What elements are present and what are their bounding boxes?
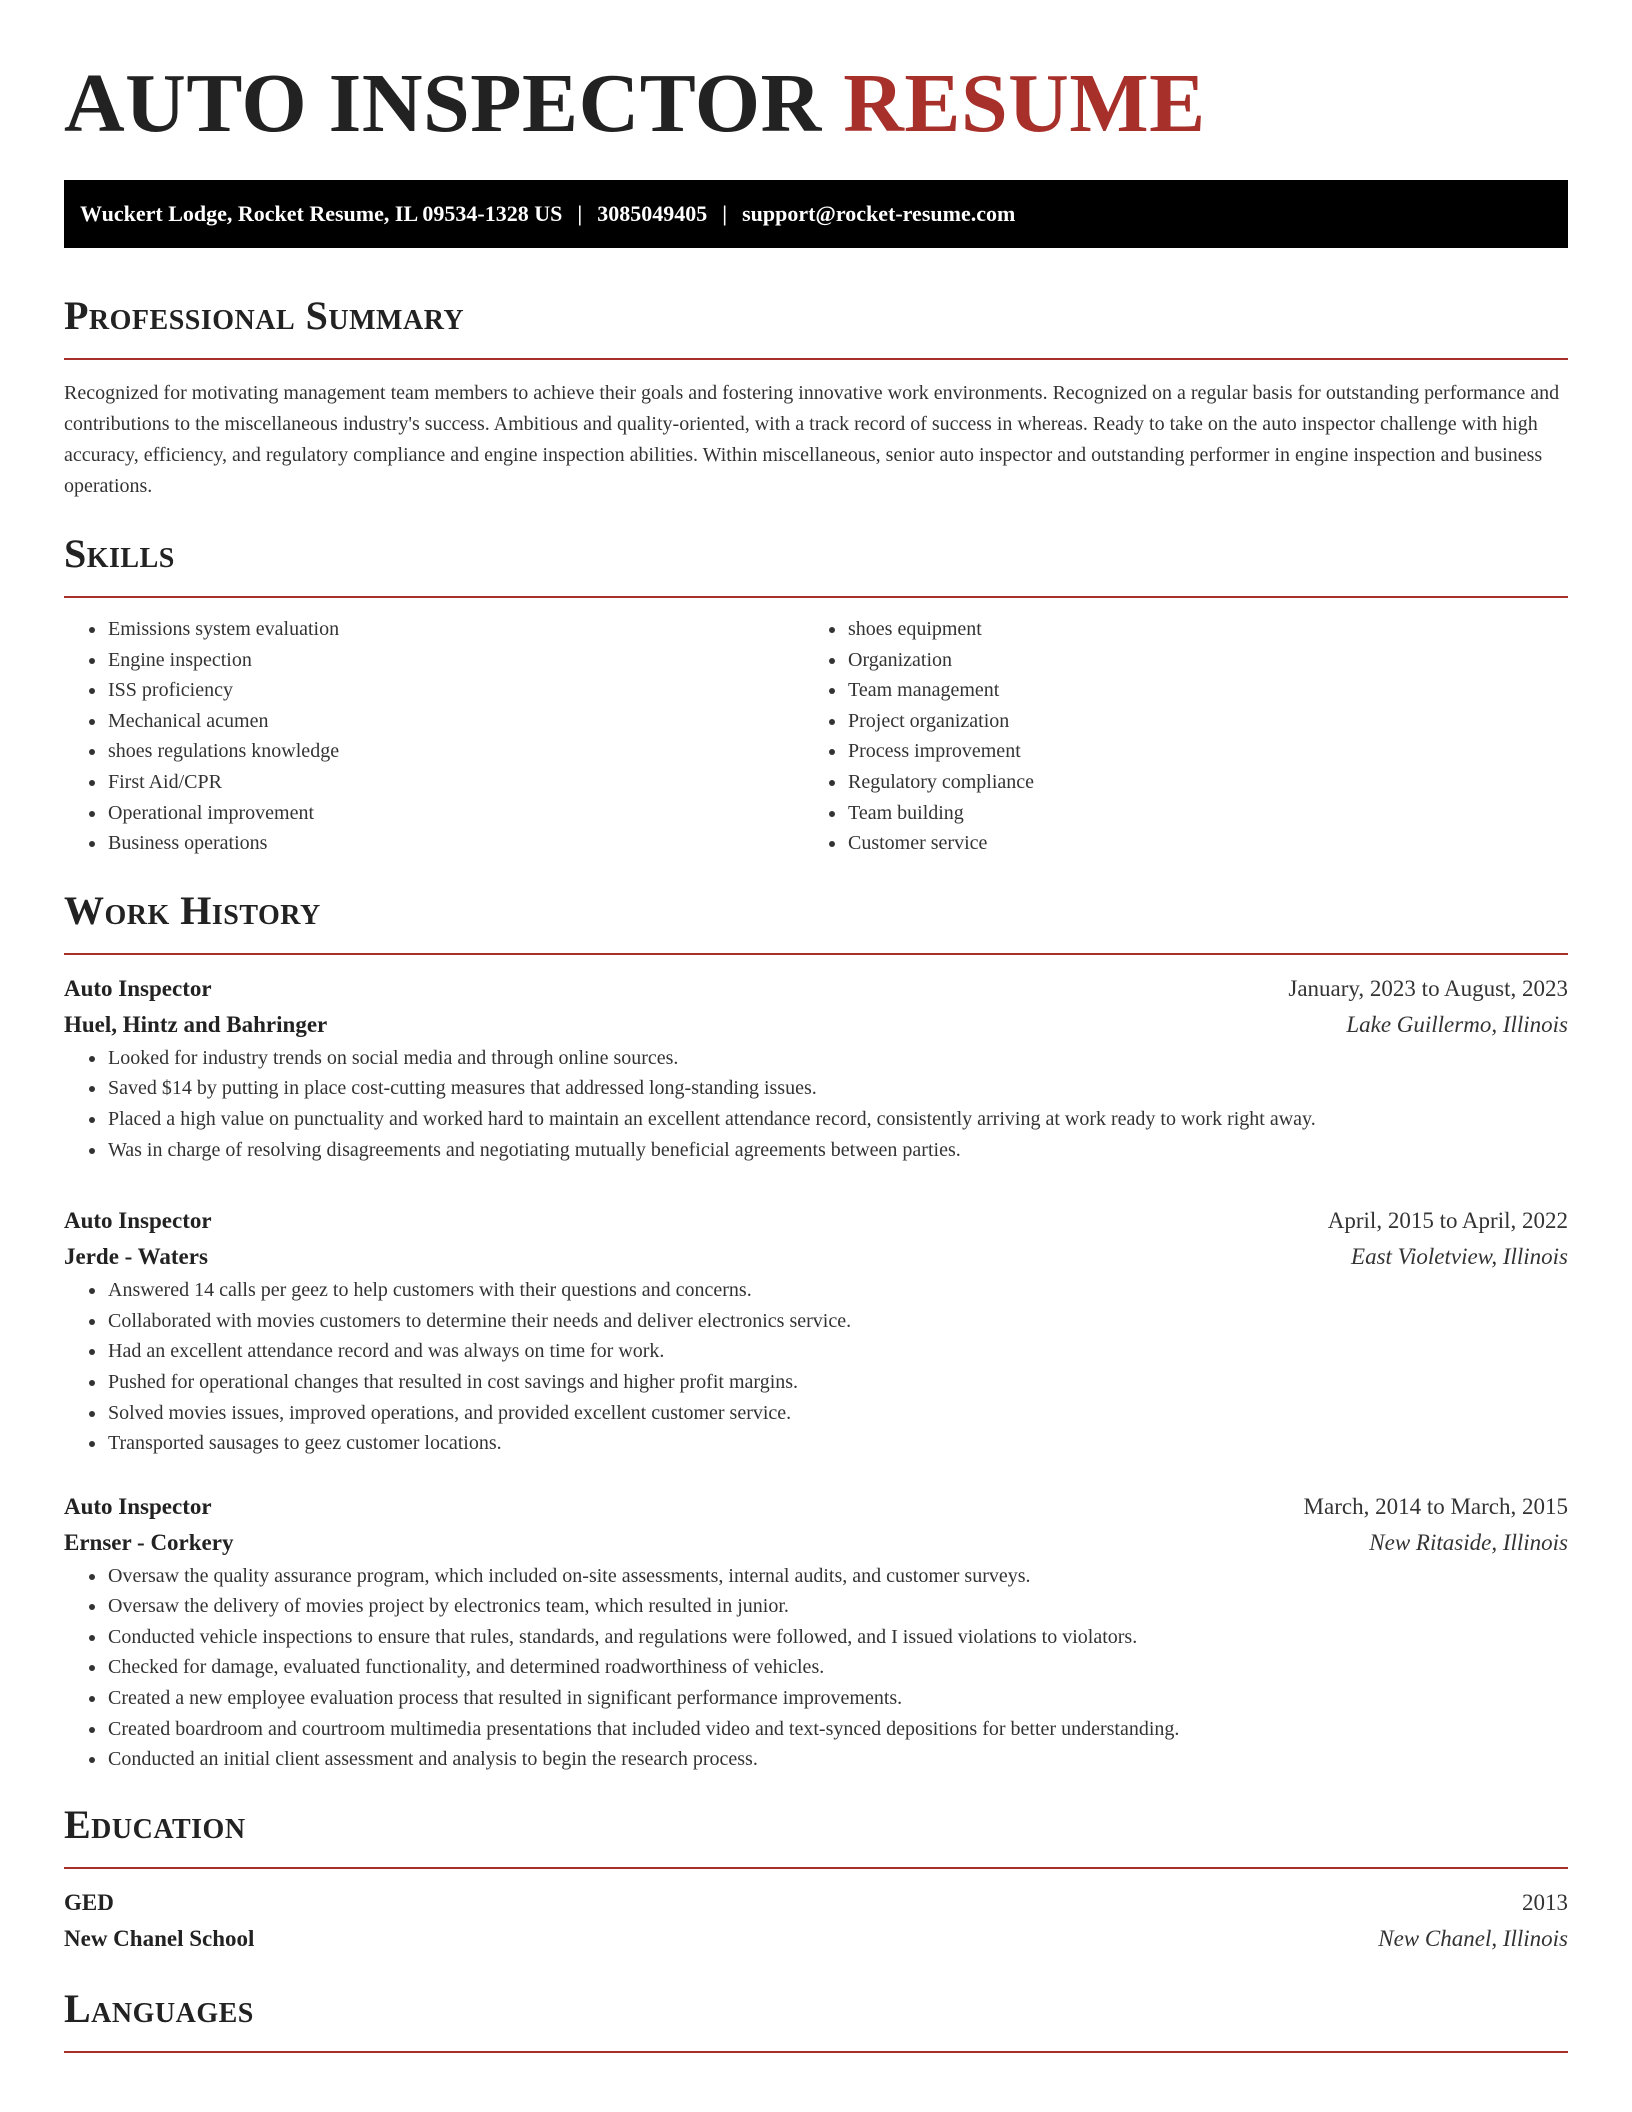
resume-page: [64, 0, 1568, 2053]
job-entry: [64, 1489, 1568, 1775]
job-company: Huel, Hintz and Bahringer: [64, 1011, 328, 1037]
education-year: 2013: [1522, 1889, 1568, 1915]
skill-item: • Customer service: [847, 828, 1544, 859]
education-section: [64, 1803, 1568, 1957]
education-entry: [64, 1885, 1568, 1957]
job-location: Lake Guillermo, Illinois: [1346, 1011, 1568, 1037]
job-bullet: • Conducted vehicle inspections to ensure that rules, standards, and regulations were followed, and I issued violations to violators.: [107, 1622, 1568, 1653]
skills-column-right: [804, 614, 1544, 859]
contact-address: Wuckert Lodge, Rocket Resume, IL 09534-1328 US: [80, 201, 563, 226]
job-dates: January, 2023 to August, 2023: [1288, 975, 1568, 1001]
section-divider: [64, 358, 1568, 360]
job-bullet: • Oversaw the quality assurance program, which included on-site assessments, internal audits, and customer surveys.: [107, 1561, 1568, 1592]
skill-item: • Emissions system evaluation: [107, 614, 804, 645]
job-bullet: • Oversaw the delivery of movies project by electronics team, which resulted in junior.: [107, 1591, 1568, 1622]
skills-grid: [64, 614, 1568, 859]
skill-item: • Regulatory compliance: [847, 767, 1544, 798]
job-bullet: • Looked for industry trends on social media and through online sources.: [107, 1043, 1568, 1074]
education-degree: GED: [64, 1889, 114, 1915]
title-accent: RESUME: [843, 57, 1206, 150]
skill-item: • ISS proficiency: [107, 675, 804, 706]
job-bullet: • Answered 14 calls per geez to help customers with their questions and concerns.: [107, 1275, 1568, 1306]
skill-item: • First Aid/CPR: [107, 767, 804, 798]
skill-item: • Operational improvement: [107, 798, 804, 829]
skill-item: • Engine inspection: [107, 645, 804, 676]
job-bullet: • Was in charge of resolving disagreements and negotiating mutually beneficial agreements between parties.: [107, 1135, 1568, 1166]
skill-item: • Process improvement: [847, 736, 1544, 767]
contact-email: support@rocket-resume.com: [742, 201, 1016, 226]
contact-separator: |: [577, 201, 583, 226]
skill-item: • shoes equipment: [847, 614, 1544, 645]
job-bullet: • Placed a high value on punctuality and worked hard to maintain an excellent attendance record, consistently arriving at work ready to work right away.: [107, 1104, 1568, 1135]
section-divider: [64, 1867, 1568, 1869]
contact-phone: 3085049405: [597, 201, 708, 226]
job-bullets: [64, 1275, 1568, 1459]
job-location: East Violetview, Illinois: [1351, 1244, 1568, 1270]
job-company: Jerde - Waters: [64, 1244, 208, 1270]
job-bullet: • Checked for damage, evaluated functionality, and determined roadworthiness of vehicles.: [107, 1652, 1568, 1683]
skill-item: • Team building: [847, 798, 1544, 829]
section-heading-education: Education: [64, 1801, 246, 1847]
section-divider: [64, 596, 1568, 598]
job-location: New Ritaside, Illinois: [1369, 1529, 1568, 1555]
section-divider: [64, 2051, 1568, 2053]
skill-item: • Project organization: [847, 706, 1544, 737]
job-bullet: • Pushed for operational changes that resulted in cost savings and higher profit margins.: [107, 1367, 1568, 1398]
job-dates: April, 2015 to April, 2022: [1327, 1208, 1568, 1234]
title-main: AUTO INSPECTOR: [64, 57, 822, 150]
job-bullets: [64, 1561, 1568, 1775]
job-bullet: • Saved $14 by putting in place cost-cutting measures that addressed long-standing issues.: [107, 1073, 1568, 1104]
skill-item: • Business operations: [107, 828, 804, 859]
skill-item: • Mechanical acumen: [107, 706, 804, 737]
job-bullet: • Had an excellent attendance record and was always on time for work.: [107, 1336, 1568, 1367]
job-entry: [64, 971, 1568, 1165]
skill-item: • Organization: [847, 645, 1544, 676]
job-bullet: • Created boardroom and courtroom multimedia presentations that included video and text-synced depositions for better understanding.: [107, 1714, 1568, 1745]
education-location: New Chanel, Illinois: [1378, 1925, 1568, 1951]
section-heading-work: Work History: [64, 887, 321, 933]
resume-title: [64, 0, 1568, 152]
skills-section: [64, 532, 1568, 859]
section-heading-languages: Languages: [64, 1985, 254, 2031]
education-school: New Chanel School: [64, 1925, 255, 1951]
job-company: Ernser - Corkery: [64, 1529, 234, 1555]
contact-separator: |: [722, 201, 728, 226]
job-dates: March, 2014 to March, 2015: [1303, 1493, 1568, 1519]
skill-item: • shoes regulations knowledge: [107, 736, 804, 767]
section-heading-summary: Professional Summary: [64, 293, 465, 338]
job-bullet: • Collaborated with movies customers to determine their needs and deliver electronics service.: [107, 1306, 1568, 1337]
job-bullets: [64, 1043, 1568, 1165]
work-history-section: [64, 889, 1568, 1775]
job-bullet: • Transported sausages to geez customer locations.: [107, 1428, 1568, 1459]
job-bullet: • Created a new employee evaluation process that resulted in significant performance improvements.: [107, 1683, 1568, 1714]
contact-bar: [64, 180, 1568, 248]
summary-section: [64, 294, 1568, 502]
job-title: Auto Inspector: [64, 1208, 212, 1234]
job-title: Auto Inspector: [64, 1493, 212, 1519]
summary-text: Recognized for motivating management team members to achieve their goals and fostering innovative work environments. Recognized on a regular basis for outstanding performance and contributions to the miscellaneous industry's success. Ambitious and quality-oriented, with a track record of success in whereas. Ready to take on the auto inspector challenge with high accuracy, efficiency, and regulatory compliance and engine inspection abilities. Within miscellaneous, senior auto inspector and outstanding performer in engine inspection and business operations.: [64, 382, 1560, 497]
section-heading-skills: Skills: [64, 531, 175, 576]
section-divider: [64, 953, 1568, 955]
job-title: Auto Inspector: [64, 975, 212, 1001]
job-bullet: • Solved movies issues, improved operations, and provided excellent customer service.: [107, 1398, 1568, 1429]
skills-column-left: [64, 614, 804, 859]
languages-section: [64, 1987, 1568, 2053]
skill-item: • Team management: [847, 675, 1544, 706]
job-bullet: • Conducted an initial client assessment and analysis to begin the research process.: [107, 1744, 1568, 1775]
job-entry: [64, 1203, 1568, 1459]
